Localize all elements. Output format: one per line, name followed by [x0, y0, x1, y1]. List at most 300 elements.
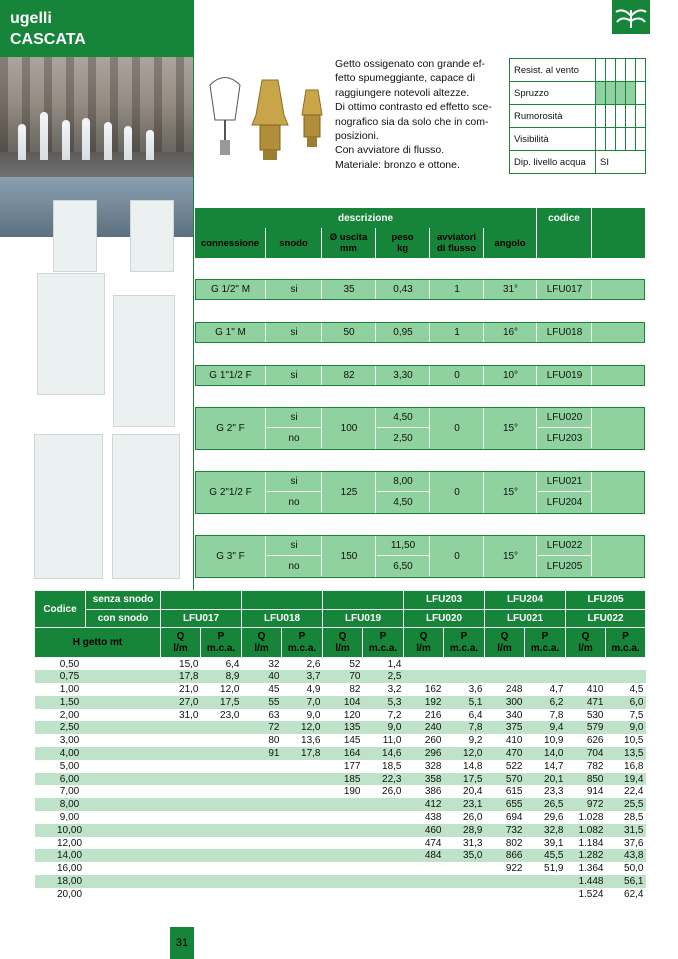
- h-getto-cell: 2,50: [35, 721, 161, 734]
- h-getto-cell: 0,50: [35, 658, 161, 671]
- q-cell: 438: [404, 811, 444, 824]
- spec-uscita: 50: [323, 323, 376, 342]
- p-cell: 18,5: [363, 760, 404, 773]
- category-title: ugelli: [10, 10, 52, 27]
- spec-connessione: G 1"1/2 F: [196, 366, 266, 385]
- q-cell: [566, 670, 606, 683]
- table-row: [35, 734, 646, 747]
- spec-empty: [593, 323, 646, 342]
- spec-peso: 0,43: [377, 280, 430, 299]
- spec-peso: 6,50: [377, 556, 430, 576]
- spec-empty: [593, 536, 646, 577]
- p-cell: 3,7: [282, 670, 323, 683]
- drawing-6: [112, 434, 180, 579]
- q-cell: 340: [485, 709, 525, 722]
- p-cell: [525, 670, 566, 683]
- spec-avviatori: 1: [431, 280, 484, 299]
- p-cell: [525, 888, 566, 901]
- q-cell: [404, 670, 444, 683]
- q-cell: 162: [404, 683, 444, 696]
- table-row: [35, 785, 646, 798]
- q-cell: 328: [404, 760, 444, 773]
- p-cell: [363, 888, 404, 901]
- vertical-divider: [193, 0, 194, 610]
- q-cell: 260: [404, 734, 444, 747]
- col-peso: peso kg: [376, 228, 429, 258]
- rating-cell: [616, 59, 626, 82]
- q-cell: 216: [404, 709, 444, 722]
- rating-row: [510, 82, 646, 105]
- q-cell: 412: [404, 798, 444, 811]
- q-unit: l/m: [173, 642, 188, 654]
- h-getto-cell: 20,00: [35, 888, 161, 901]
- q-cell: 470: [485, 747, 525, 760]
- rating-cell: [626, 59, 636, 82]
- h-getto-cell: 6,00: [35, 773, 161, 786]
- q-cell: [161, 721, 201, 734]
- p-cell: 25,5: [606, 798, 646, 811]
- q-header: [566, 628, 606, 658]
- table-row: [35, 683, 646, 696]
- p-cell: 5,3: [363, 696, 404, 709]
- q-cell: 17,8: [161, 670, 201, 683]
- q-unit: l/m: [416, 642, 431, 654]
- h-getto-cell: 12,00: [35, 837, 161, 850]
- description-line: Materiale: bronzo e ottone.: [335, 158, 460, 171]
- p-cell: 12,0: [282, 721, 323, 734]
- spec-empty: [593, 408, 646, 449]
- p-cell: 37,6: [606, 837, 646, 850]
- p-cell: 13,6: [282, 734, 323, 747]
- h-getto-cell: 18,00: [35, 875, 161, 888]
- q-cell: [161, 734, 201, 747]
- q-cell: [242, 785, 282, 798]
- q-unit: l/m: [497, 642, 512, 654]
- p-cell: 9,0: [606, 721, 646, 734]
- col-angolo: angolo: [484, 228, 536, 258]
- p-cell: 13,5: [606, 747, 646, 760]
- q-cell: 164: [323, 747, 363, 760]
- spec-connessione: G 3" F: [196, 536, 266, 577]
- rating-cell: [626, 82, 636, 105]
- p-cell: [363, 824, 404, 837]
- p-cell: 14,7: [525, 760, 566, 773]
- p-cell: 1,4: [363, 658, 404, 671]
- p-cell: [201, 837, 242, 850]
- spec-row: [195, 535, 645, 578]
- q-cell: [404, 862, 444, 875]
- spec-codice: LFU021: [538, 472, 592, 492]
- q-cell: 248: [485, 683, 525, 696]
- p-label: P: [217, 630, 225, 642]
- q-cell: 410: [566, 683, 606, 696]
- p-cell: [201, 747, 242, 760]
- q-cell: [485, 658, 525, 671]
- q-cell: 21,0: [161, 683, 201, 696]
- rating-cell: [636, 82, 646, 105]
- rating-cell: [606, 59, 616, 82]
- spec-uscita: 125: [323, 472, 376, 513]
- table-row: [35, 709, 646, 722]
- spec-angolo: 15°: [485, 472, 537, 513]
- p-cell: 35,0: [444, 849, 485, 862]
- p-cell: [444, 875, 485, 888]
- p-cell: 4,9: [282, 683, 323, 696]
- spec-avviatori: 0: [431, 366, 484, 385]
- q-cell: 1.282: [566, 849, 606, 862]
- rating-cell: [606, 128, 616, 151]
- p-label: P: [298, 630, 306, 642]
- rating-cell: [596, 82, 606, 105]
- table-row: [35, 875, 646, 888]
- p-unit: m.c.a.: [530, 642, 560, 654]
- q-cell: 850: [566, 773, 606, 786]
- p-cell: 7,8: [444, 721, 485, 734]
- p-cell: [363, 862, 404, 875]
- description-line: nografico sia da solo che in com-: [335, 115, 489, 128]
- q-cell: [404, 658, 444, 671]
- table-row: [35, 747, 646, 760]
- spec-snodo: si: [267, 408, 322, 428]
- spec-codice: LFU017: [538, 280, 592, 299]
- rating-row: [510, 128, 646, 151]
- q-unit: l/m: [578, 642, 593, 654]
- p-cell: 26,0: [444, 811, 485, 824]
- rating-row: [510, 59, 646, 82]
- spec-peso: 8,00: [377, 472, 430, 492]
- p-cell: [363, 875, 404, 888]
- p-cell: 6,0: [606, 696, 646, 709]
- q-cell: 192: [404, 696, 444, 709]
- q-cell: 530: [566, 709, 606, 722]
- performance-table: [34, 590, 646, 901]
- p-cell: [201, 798, 242, 811]
- q-cell: 190: [323, 785, 363, 798]
- q-cell: 914: [566, 785, 606, 798]
- p-unit: m.c.a.: [449, 642, 479, 654]
- p-cell: 6,4: [201, 658, 242, 671]
- q-cell: 655: [485, 798, 525, 811]
- p-header: [444, 628, 485, 658]
- spec-uscita: 150: [323, 536, 376, 577]
- q-cell: 120: [323, 709, 363, 722]
- p-cell: 12,0: [201, 683, 242, 696]
- q-label: Q: [176, 630, 185, 642]
- fountain-photo: [0, 57, 193, 190]
- spec-uscita: 82: [323, 366, 376, 385]
- rating-cell: [606, 105, 616, 128]
- q-cell: [161, 837, 201, 850]
- senza-snodo-code: LFU203: [404, 591, 485, 610]
- q-cell: 922: [485, 862, 525, 875]
- rating-cell: [596, 59, 606, 82]
- q-cell: [323, 849, 363, 862]
- p-unit: m.c.a.: [206, 642, 236, 654]
- spec-empty: [593, 472, 646, 513]
- q-cell: 570: [485, 773, 525, 786]
- rating-label: Rumorosità: [510, 105, 596, 128]
- q-cell: [161, 875, 201, 888]
- q-cell: 484: [404, 849, 444, 862]
- p-cell: [363, 837, 404, 850]
- q-cell: 135: [323, 721, 363, 734]
- q-cell: 386: [404, 785, 444, 798]
- p-cell: 14,0: [525, 747, 566, 760]
- p-cell: 56,1: [606, 875, 646, 888]
- q-cell: 63: [242, 709, 282, 722]
- q-cell: [161, 773, 201, 786]
- rating-cell: [596, 128, 606, 151]
- q-cell: 72: [242, 721, 282, 734]
- q-cell: [161, 824, 201, 837]
- q-cell: [242, 824, 282, 837]
- spec-connessione: G 2"1/2 F: [196, 472, 266, 513]
- con-snodo-code: LFU019: [323, 609, 404, 628]
- p-cell: [444, 888, 485, 901]
- p-cell: 51,9: [525, 862, 566, 875]
- spec-row: [195, 365, 645, 386]
- p-cell: 5,1: [444, 696, 485, 709]
- p-cell: 11,0: [363, 734, 404, 747]
- spec-peso: 3,30: [377, 366, 430, 385]
- h-getto-label: H getto mt: [35, 628, 161, 658]
- q-cell: [323, 837, 363, 850]
- p-cell: 10,5: [606, 734, 646, 747]
- q-cell: 732: [485, 824, 525, 837]
- h-getto-cell: 1,00: [35, 683, 161, 696]
- q-cell: 1.082: [566, 824, 606, 837]
- p-cell: 4,5: [606, 683, 646, 696]
- q-cell: 296: [404, 747, 444, 760]
- p-cell: [282, 798, 323, 811]
- p-cell: 7,5: [606, 709, 646, 722]
- p-unit: m.c.a.: [611, 642, 640, 654]
- p-cell: 2,6: [282, 658, 323, 671]
- spec-snodo: si: [267, 366, 322, 385]
- q-cell: 522: [485, 760, 525, 773]
- spec-connessione: G 1/2" M: [196, 280, 266, 299]
- col-avviatori: avviatori di flusso: [430, 228, 483, 258]
- rating-cell: [616, 82, 626, 105]
- spec-table-header: [195, 208, 645, 258]
- table-row: [35, 811, 646, 824]
- p-cell: [201, 773, 242, 786]
- drawing-2: [130, 200, 174, 272]
- spec-connessione: G 1" M: [196, 323, 266, 342]
- p-cell: [201, 811, 242, 824]
- p-cell: [201, 785, 242, 798]
- codice-label: Codice: [43, 603, 77, 615]
- p-cell: 31,3: [444, 837, 485, 850]
- p-cell: [282, 888, 323, 901]
- q-cell: [161, 849, 201, 862]
- q-cell: 32: [242, 658, 282, 671]
- p-cell: 10,9: [525, 734, 566, 747]
- q-cell: 1.364: [566, 862, 606, 875]
- q-cell: [485, 670, 525, 683]
- rating-cell: [636, 128, 646, 151]
- table-row: [35, 658, 646, 671]
- p-cell: 14,6: [363, 747, 404, 760]
- p-cell: 3,2: [363, 683, 404, 696]
- description-line: Getto ossigenato con grande ef-: [335, 58, 486, 70]
- p-header: [282, 628, 323, 658]
- p-cell: 39,1: [525, 837, 566, 850]
- nozzle-product-image: [200, 60, 330, 170]
- spec-avviatori: 0: [431, 408, 484, 449]
- rating-label: Dip. livello acqua: [510, 151, 596, 174]
- p-cell: 20,1: [525, 773, 566, 786]
- q-cell: 704: [566, 747, 606, 760]
- p-cell: 17,5: [201, 696, 242, 709]
- h-getto-cell: 0,75: [35, 670, 161, 683]
- description-line: Di ottimo contrasto ed effetto sce-: [335, 101, 492, 114]
- rating-label: Visibilità: [510, 128, 596, 151]
- p-cell: 62,4: [606, 888, 646, 901]
- p-cell: 7,0: [282, 696, 323, 709]
- p-cell: 23,3: [525, 785, 566, 798]
- q-cell: [242, 875, 282, 888]
- q-cell: 31,0: [161, 709, 201, 722]
- p-cell: [201, 888, 242, 901]
- q-cell: [242, 760, 282, 773]
- senza-snodo-code: [161, 591, 242, 610]
- p-cell: [363, 849, 404, 862]
- p-cell: [282, 785, 323, 798]
- q-cell: 460: [404, 824, 444, 837]
- col-uscita: Ø uscita mm: [322, 228, 375, 258]
- q-cell: 474: [404, 837, 444, 850]
- spec-connessione: G 2" F: [196, 408, 266, 449]
- q-cell: [404, 888, 444, 901]
- description-line: posizioni.: [335, 130, 379, 143]
- h-getto-cell: 16,00: [35, 862, 161, 875]
- rating-cell: [596, 105, 606, 128]
- col-connessione: connessione: [195, 228, 265, 258]
- spec-angolo: 15°: [485, 408, 537, 449]
- senza-snodo-code: [323, 591, 404, 610]
- p-cell: 32,8: [525, 824, 566, 837]
- p-cell: [444, 670, 485, 683]
- p-cell: 6,4: [444, 709, 485, 722]
- spec-peso: 11,50: [377, 536, 430, 556]
- spec-row: [195, 279, 645, 300]
- p-cell: [201, 849, 242, 862]
- p-header: [363, 628, 404, 658]
- spec-angolo: 16°: [485, 323, 537, 342]
- q-cell: [404, 875, 444, 888]
- q-cell: 27,0: [161, 696, 201, 709]
- p-cell: [282, 862, 323, 875]
- p-cell: [282, 760, 323, 773]
- p-cell: 22,4: [606, 785, 646, 798]
- p-cell: 28,5: [606, 811, 646, 824]
- spec-snodo: no: [267, 556, 322, 576]
- spec-row: [195, 407, 645, 450]
- p-label: P: [541, 630, 549, 642]
- con-snodo-code: LFU017: [161, 609, 242, 628]
- q-cell: 1.028: [566, 811, 606, 824]
- p-cell: 17,8: [282, 747, 323, 760]
- q-cell: [161, 785, 201, 798]
- h-getto-cell: 9,00: [35, 811, 161, 824]
- p-cell: [282, 773, 323, 786]
- p-header: [606, 628, 646, 658]
- p-cell: 43,8: [606, 849, 646, 862]
- table-row: [35, 721, 646, 734]
- table-row: [35, 837, 646, 850]
- p-cell: [363, 811, 404, 824]
- spec-codice: LFU022: [538, 536, 592, 556]
- p-cell: [201, 824, 242, 837]
- con-snodo-code: LFU020: [404, 609, 485, 628]
- rating-label: Resist. al vento: [510, 59, 596, 82]
- rating-cell: [626, 105, 636, 128]
- spec-snodo: si: [267, 536, 322, 556]
- q-cell: [323, 824, 363, 837]
- q-cell: 55: [242, 696, 282, 709]
- p-unit: m.c.a.: [287, 642, 317, 654]
- p-cell: 4,7: [525, 683, 566, 696]
- drawing-1: [53, 200, 97, 272]
- drawing-5: [34, 434, 103, 579]
- q-unit: l/m: [335, 642, 350, 654]
- description-line: Con avviatore di flusso.: [335, 144, 445, 157]
- p-cell: [201, 721, 242, 734]
- con-snodo-code: LFU022: [566, 609, 646, 628]
- q-cell: [242, 849, 282, 862]
- p-cell: 45,5: [525, 849, 566, 862]
- spec-snodo: no: [267, 492, 322, 512]
- p-cell: 14,8: [444, 760, 485, 773]
- p-cell: 28,9: [444, 824, 485, 837]
- con-snodo-code: LFU018: [242, 609, 323, 628]
- q-label: Q: [338, 630, 347, 642]
- q-cell: 104: [323, 696, 363, 709]
- spec-snodo: no: [267, 428, 322, 448]
- table-row: [35, 696, 646, 709]
- q-cell: 15,0: [161, 658, 201, 671]
- p-cell: [282, 824, 323, 837]
- spec-snodo: si: [267, 472, 322, 492]
- p-cell: [201, 760, 242, 773]
- q-cell: 240: [404, 721, 444, 734]
- spec-empty: [593, 280, 646, 299]
- q-cell: [161, 811, 201, 824]
- p-header: [525, 628, 566, 658]
- rating-cell: [636, 59, 646, 82]
- spec-angolo: 10°: [485, 366, 537, 385]
- spec-codice: LFU205: [538, 556, 592, 576]
- p-cell: [444, 658, 485, 671]
- p-label: P: [622, 630, 629, 642]
- q-cell: [323, 811, 363, 824]
- rating-cell: [616, 105, 626, 128]
- spec-row: [195, 322, 645, 343]
- q-cell: 145: [323, 734, 363, 747]
- p-cell: 16,8: [606, 760, 646, 773]
- p-cell: [606, 670, 646, 683]
- q-header: [242, 628, 282, 658]
- rating-value: SI: [596, 151, 646, 174]
- spec-codice: LFU204: [538, 492, 592, 512]
- q-cell: [161, 747, 201, 760]
- h-getto-cell: 2,00: [35, 709, 161, 722]
- h-getto-cell: 10,00: [35, 824, 161, 837]
- p-label: P: [379, 630, 387, 642]
- rating-cell: [606, 82, 616, 105]
- rating-cell: [616, 128, 626, 151]
